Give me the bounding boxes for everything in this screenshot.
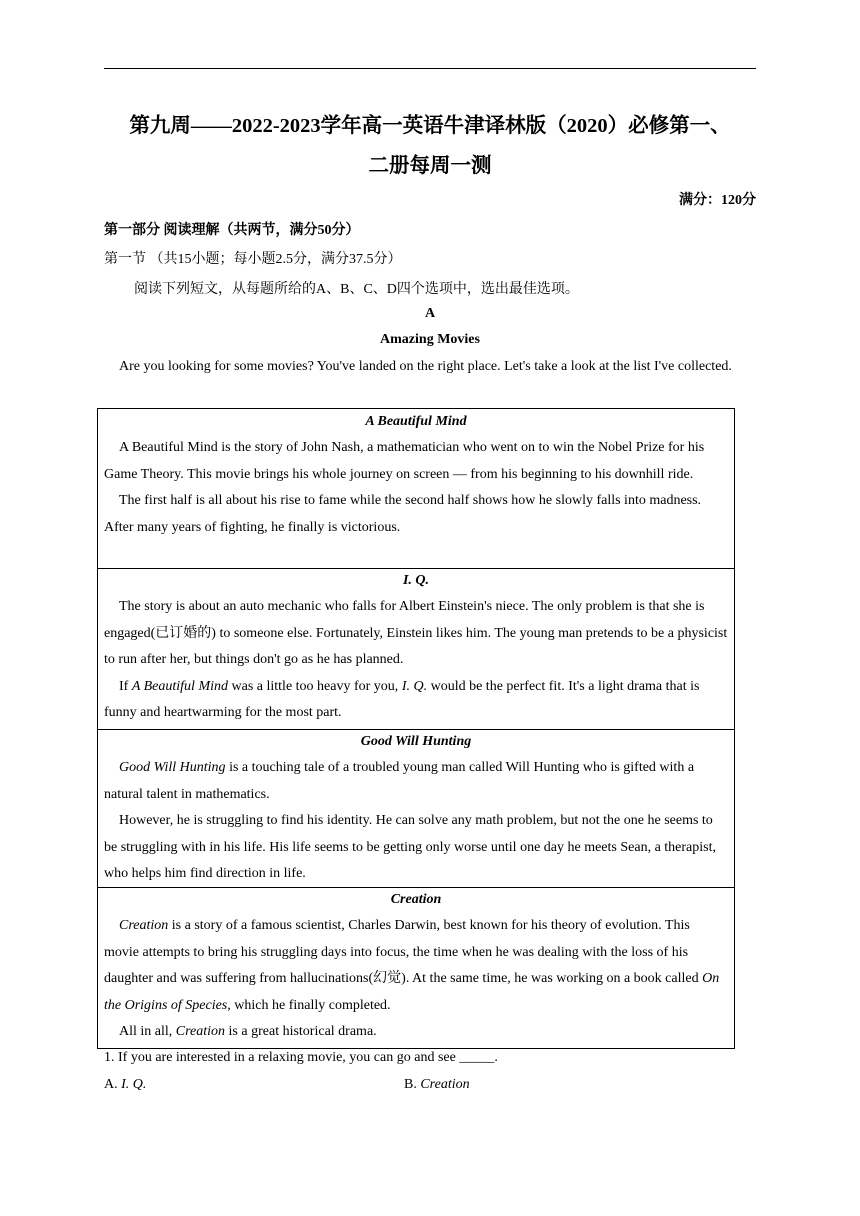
passage-intro: Are you looking for some movies? You've landed on the right place. Let's take a look at the list I've collected.: [119, 359, 732, 374]
movie-box-creation: [97, 887, 735, 1049]
full-score: 满分：120分: [679, 193, 756, 208]
section-heading: 第一节 （共15小题；每小题2.5分，满分37.5分）: [104, 252, 402, 267]
movie-paragraph: A Beautiful Mind is the story of John Nash, a mathematician who went on to win the Nobel Prize for his Game Theory. This movie brings his whole journey on screen — from his beginning to his downhill ride.: [104, 440, 705, 482]
passage-title: Amazing Movies: [380, 332, 480, 347]
movie-title: Good Will Hunting: [360, 734, 472, 749]
passage-letter: A: [424, 306, 436, 321]
movie-paragraph: Good Will Hunting is a touching tale of a troubled young man called Will Hunting who is gifted with a natural talent in mathematics.: [104, 760, 695, 802]
option-b: B. Creation: [404, 1077, 470, 1092]
top-rule: [104, 68, 756, 69]
movie-paragraph: Creation is a story of a famous scientist, Charles Darwin, best known for his theory of evolution. This movie attempts to bring his struggling days into focus, the time when he was dealing with the loss of his daughter and was suffering from hallucinations(幻觉). At the same time, he was working on a book called On the Origins of Species, which he finally completed.: [104, 918, 720, 1013]
movie-paragraph: All in all, Creation is a great historical drama.: [119, 1024, 377, 1039]
movie-box-a-beautiful-mind: [97, 408, 735, 569]
question-1: 1. If you are interested in a relaxing movie, you can go and see _____.: [104, 1050, 498, 1065]
document-title-line2: 二册每周一测: [368, 155, 492, 177]
movie-title: A Beautiful Mind: [365, 414, 467, 429]
part-heading: 第一部分 阅读理解（共两节，满分50分）: [104, 223, 360, 238]
movie-paragraph: If A Beautiful Mind was a little too heavy for you, I. Q. would be the perfect fit. It's a light drama that is funny and heartwarming for the most part.: [104, 678, 700, 720]
movie-title: I. Q.: [402, 573, 430, 588]
movie-paragraph: The first half is all about his rise to fame while the second half shows how he slowly falls into madness. After many years of fighting, he finally is victorious.: [104, 493, 702, 535]
document-title-line1: 第九周——2022-2023学年高一英语牛津译林版（2020）必修第一、: [129, 115, 731, 137]
movie-paragraph: The story is about an auto mechanic who falls for Albert Einstein's niece. The only problem is that she is engaged(已订婚的) to someone else. Fortunately, Einstein likes him. The young man pretends to be a physicist to run after her, but things don't go as he has planned.: [104, 599, 728, 667]
movie-paragraph: However, he is struggling to find his identity. He can solve any math problem, but not the one he seems to be struggling with in his life. His life seems to be getting only worse until one day he meets Sean, a therapist, who helps him find direction in life.: [104, 813, 716, 881]
movie-title: Creation: [390, 892, 442, 907]
movie-box-good-will-hunting: [97, 729, 735, 888]
option-a: A. I. Q.: [104, 1077, 147, 1092]
movie-box-iq: [97, 568, 735, 730]
instruction-text: 阅读下列短文，从每题所给的A、B、C、D四个选项中，选出最佳选项。: [134, 282, 579, 297]
